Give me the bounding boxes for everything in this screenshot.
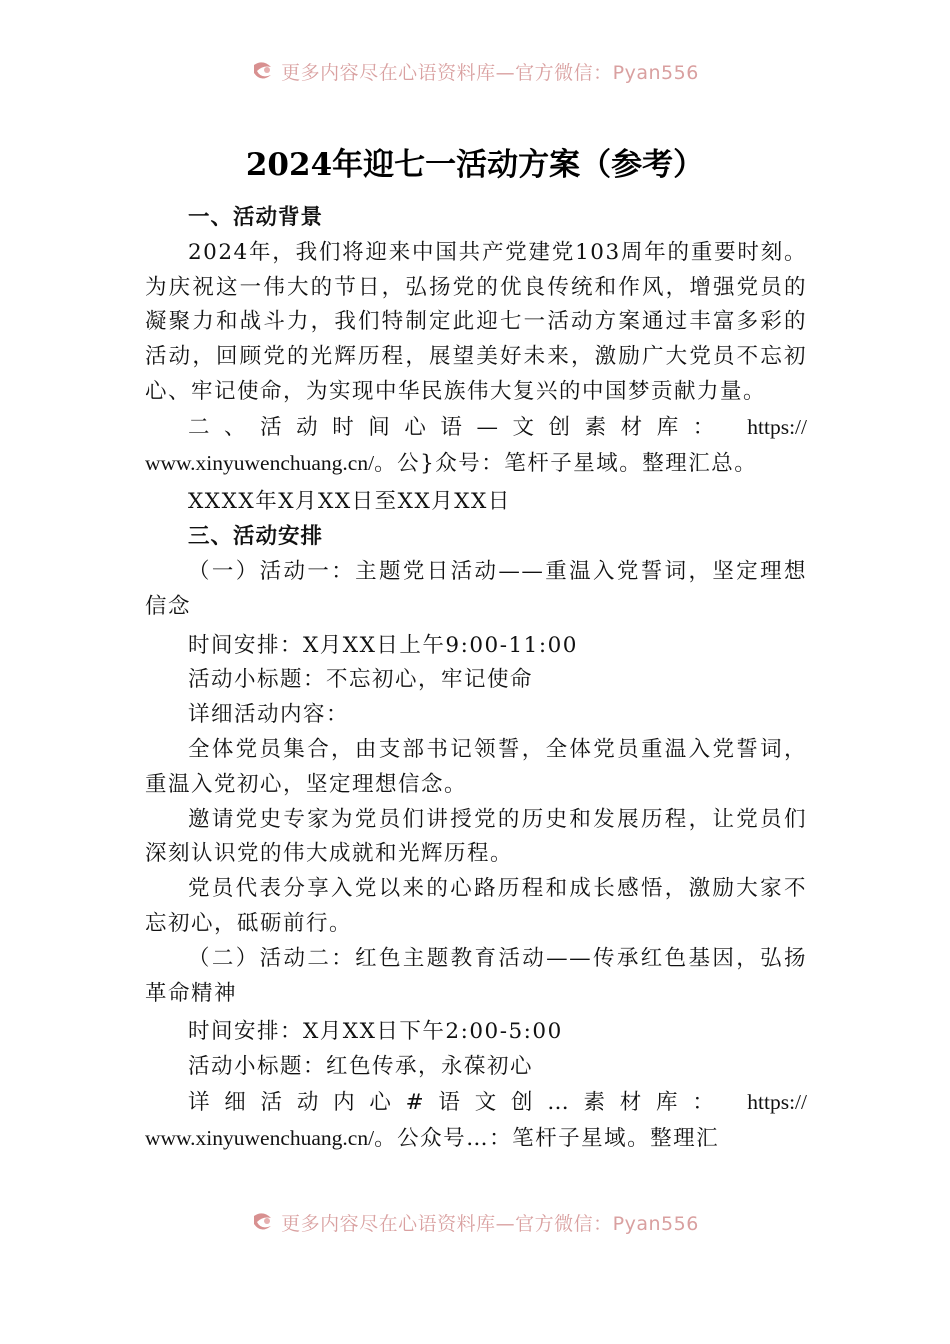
paragraph-activity-date-range: XXXX年X月XX日至XX月XX日 (188, 489, 511, 515)
activity-two-time: 时间安排：X月XX日下午2:00-5:00 (188, 1019, 563, 1045)
activity-one-detail-2: 邀请党史专家为党员们讲授党的历史和发展历程，让党员们深刻认识党的伟大成就和光辉历程。 (145, 806, 807, 867)
watermark-text: 更多内容尽在心语资料库—官方微信：Pyan556 (281, 1212, 699, 1235)
activity-two-details-label: 详细活动内心#语文创…素材库： https:// (188, 1089, 807, 1115)
watermark-text: 更多内容尽在心语资料库—官方微信：Pyan556 (281, 61, 699, 84)
document-title: 2024年迎七一活动方案（参考） (245, 147, 705, 183)
activity-one-subtitle: 活动小标题：不忘初心，牢记使命 (188, 667, 534, 693)
watermark-bottom (0, 1209, 950, 1235)
activity-two-source-link: www.xinyuwenchuang.cn/。公众号…：笔杆子星域。整理汇 (145, 1125, 720, 1151)
watermark-top (0, 58, 950, 84)
paragraph-activity-time-heading: 二、活动时间心语—文创素材库： https:// (188, 414, 807, 440)
activity-one-details-label: 详细活动内容： (188, 702, 350, 728)
activity-two-heading: （二）活动二：红色主题教育活动——传承红色基因，弘扬革命精神 (145, 945, 807, 1006)
section-heading-background: 一、活动背景 (188, 205, 324, 230)
activity-one-detail-3: 党员代表分享入党以来的心路历程和成长感悟，激励大家不忘初心，砥砺前行。 (145, 876, 807, 936)
paragraph-source-link: www.xinyuwenchuang.cn/。公}众号：笔杆子星域。整理汇总。 (145, 450, 758, 476)
paragraph-background: 2024年，我们将迎来中国共产党建党103周年的重要时刻。为庆祝这一伟大的节日，弘扬党的优良传统和作风，增强党员的凝聚力和战斗力，我们特制定此迎七一活动方案通过丰富多彩的活动，回顾党的光辉历程，展望美好未来，激励广大党员不忘初心、牢记使命，为实现中华民族伟大复兴的中国梦贡献力量。 (145, 239, 807, 404)
activity-one-detail-1: 全体党员集合，由支部书记领誓，全体党员重温入党誓词，重温入党初心，坚定理想信念。 (145, 736, 807, 797)
activity-two-subtitle: 活动小标题：红色传承，永葆初心 (188, 1054, 534, 1080)
brand-logo-icon (251, 61, 275, 81)
document-body (145, 201, 807, 1157)
section-heading-arrangement: 三、活动安排 (188, 524, 324, 550)
activity-one-heading: （一）活动一：主题党日活动——重温入党誓词，坚定理想信念 (145, 558, 807, 619)
brand-logo-icon (251, 1212, 275, 1232)
activity-one-time: 时间安排：X月XX日上午9:00-11:00 (188, 632, 578, 658)
